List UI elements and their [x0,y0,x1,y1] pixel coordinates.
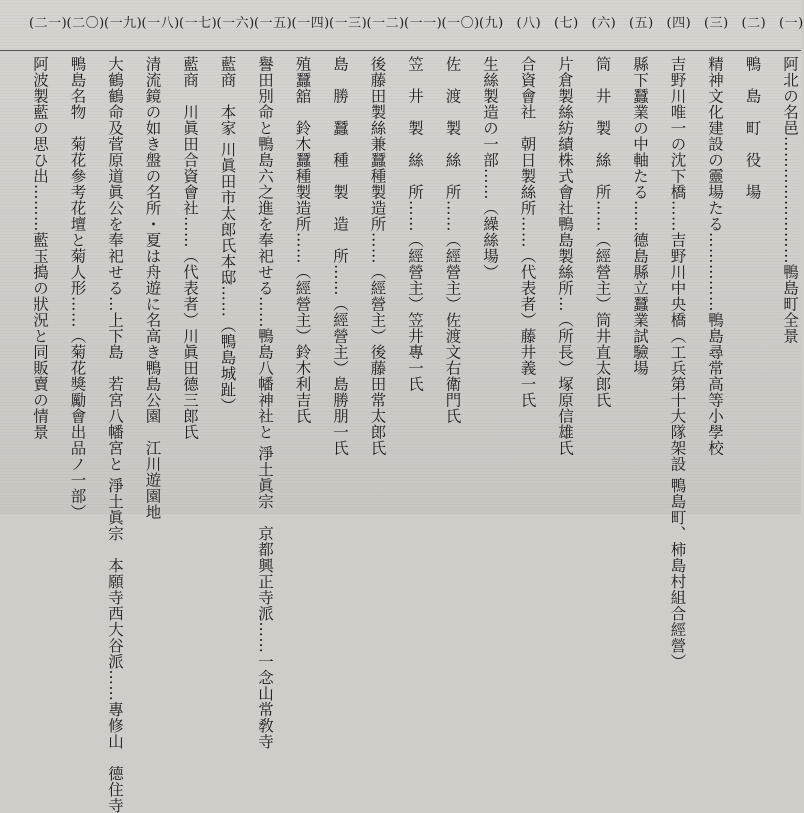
entry-number: (一八) [141,16,180,31]
contents-entry [366,10,405,510]
entry-caption-text: 佐 渡 製 絲 所……（經營主）佐渡文右衛門氏 [443,56,462,424]
contents-entry [254,10,293,750]
entry-number: (九) [479,16,504,31]
entry-caption-text: 藍商 川眞田合資會社……（代表者）川眞田德三郎氏 [181,56,199,440]
entry-number: (一九) [104,16,143,31]
entry-caption [554,56,576,510]
entry-caption-text: 阿波製藍の思ひ出………藍玉搗の狀況と同販賣の情景 [31,56,49,440]
contents-entry [779,10,804,510]
contents-table [0,10,804,813]
entry-caption-text: 筒 井 製 絲 所……（經營主）筒井直太郎氏 [593,56,612,408]
entry-caption-text: 鴨島名物 菊花參考花壇と菊人形……（菊花獎勵會出品ノ一部） [68,56,87,520]
contents-entry [554,10,579,510]
contents-entry [741,10,767,510]
contents-entry [216,10,255,510]
entry-caption [667,56,689,670]
entry-number: (一二) [366,16,405,31]
contents-entry [404,10,443,510]
entry-caption-text: 島 勝 蠶 種 製 造 所……（經營主）島勝朋一氏 [331,56,349,456]
contents-entry [629,10,654,510]
entry-number: (一三) [329,16,368,31]
entry-caption-text: 吉野川唯一の沈下橋……吉野川中央橋（工兵第十大隊架設 鴨島町、柿島村組合經營） [668,56,687,670]
entry-caption-text: 片倉製絲紡績株式會社鴨島製絲所…（所長）塚原信雄氏 [556,56,574,456]
entry-number: (五) [629,16,654,31]
entry-caption [104,56,126,813]
contents-entry [329,10,368,510]
contents-entry [591,10,617,510]
contents-entry [666,10,692,670]
entry-caption [329,56,351,510]
contents-entry [104,10,143,813]
contents-entry [291,10,330,510]
entry-caption [179,56,201,510]
entry-caption-text: 藍商 本家 川眞田市太郎氏本邸……（鴨島城趾） [218,56,237,414]
entry-caption-text: 合資會社 朝日製絲所……（代表者）藤井義一氏 [518,56,537,408]
entry-caption [254,56,276,750]
entry-number: (八) [516,16,542,31]
entry-number: (六) [591,16,617,31]
entry-caption-text: 生絲製造の一部……（繰絲場） [481,56,499,280]
entry-caption [142,56,164,520]
entry-number: (一四) [291,16,330,31]
entry-caption [292,56,314,510]
entry-caption [779,56,801,510]
entry-number: (七) [554,16,579,31]
contents-entry [441,10,480,510]
entry-caption [67,56,89,520]
contents-entry [29,10,68,510]
entry-caption [629,56,651,510]
entry-number: (一六) [216,16,255,31]
contents-entry [704,10,729,510]
contents-entry [179,10,218,510]
entry-number: (四) [666,16,692,31]
entry-number: (一) [779,16,804,31]
entry-caption [442,56,464,510]
contents-entry [516,10,542,510]
entry-number: (一七) [179,16,218,31]
entry-caption-text: 後藤田製絲兼蠶種製造所……（經營主）後藤田常太郎氏 [368,56,387,456]
entry-number: (三) [704,16,729,31]
entry-caption-text: 大鶴鶴命及菅原道眞公を奉祀せる…上下島 若宮八幡宮と 淨土眞宗 本願寺西大谷派……專修山 德住寺 [106,56,124,813]
entry-caption-text: 譽田別命と鴨島六之進を奉祀せる……鴨島八幡神社と 淨土眞宗 京都興正寺派……一念山常敎寺 [256,56,274,750]
entry-caption [404,56,426,510]
entry-caption-text: 殖蠶舘 鈴木蠶種製造所……（經營主）鈴木利吉氏 [293,56,312,424]
entry-number: (一五) [254,16,293,31]
entry-number: (二〇) [66,16,105,31]
entry-caption [29,56,51,510]
entry-number: (二) [741,16,767,31]
entry-number: (二一) [29,16,68,31]
entry-caption-text: 清流鏡の如き盤の名所・夏は舟遊に名高き鴨島公園 江川遊園地 [143,56,162,520]
entry-caption [217,56,239,510]
contents-entry [141,10,180,520]
contents-entry [66,10,105,520]
entry-caption [517,56,539,510]
entry-number: (一〇) [441,16,480,31]
entry-caption [704,56,726,510]
entry-caption [742,56,764,510]
entry-caption [592,56,614,510]
entry-caption [479,56,501,510]
entry-caption-text: 阿北の名邑……………………鴨島町全景 [781,56,799,344]
entry-caption-text: 笠 井 製 絲 所……（經營主）笠井專一氏 [406,56,424,392]
contents-entry [479,10,504,510]
entry-caption-text: 縣下蠶業の中軸たる……德島縣立蠶業試驗場 [631,56,649,376]
entry-caption-text: 精神文化建設の靈場たる……………鴨島尋常高等小學校 [706,56,724,456]
entry-caption-text: 鴨 島 町 役 場 [743,56,762,200]
entry-caption [367,56,389,510]
entry-number: (一一) [404,16,443,31]
